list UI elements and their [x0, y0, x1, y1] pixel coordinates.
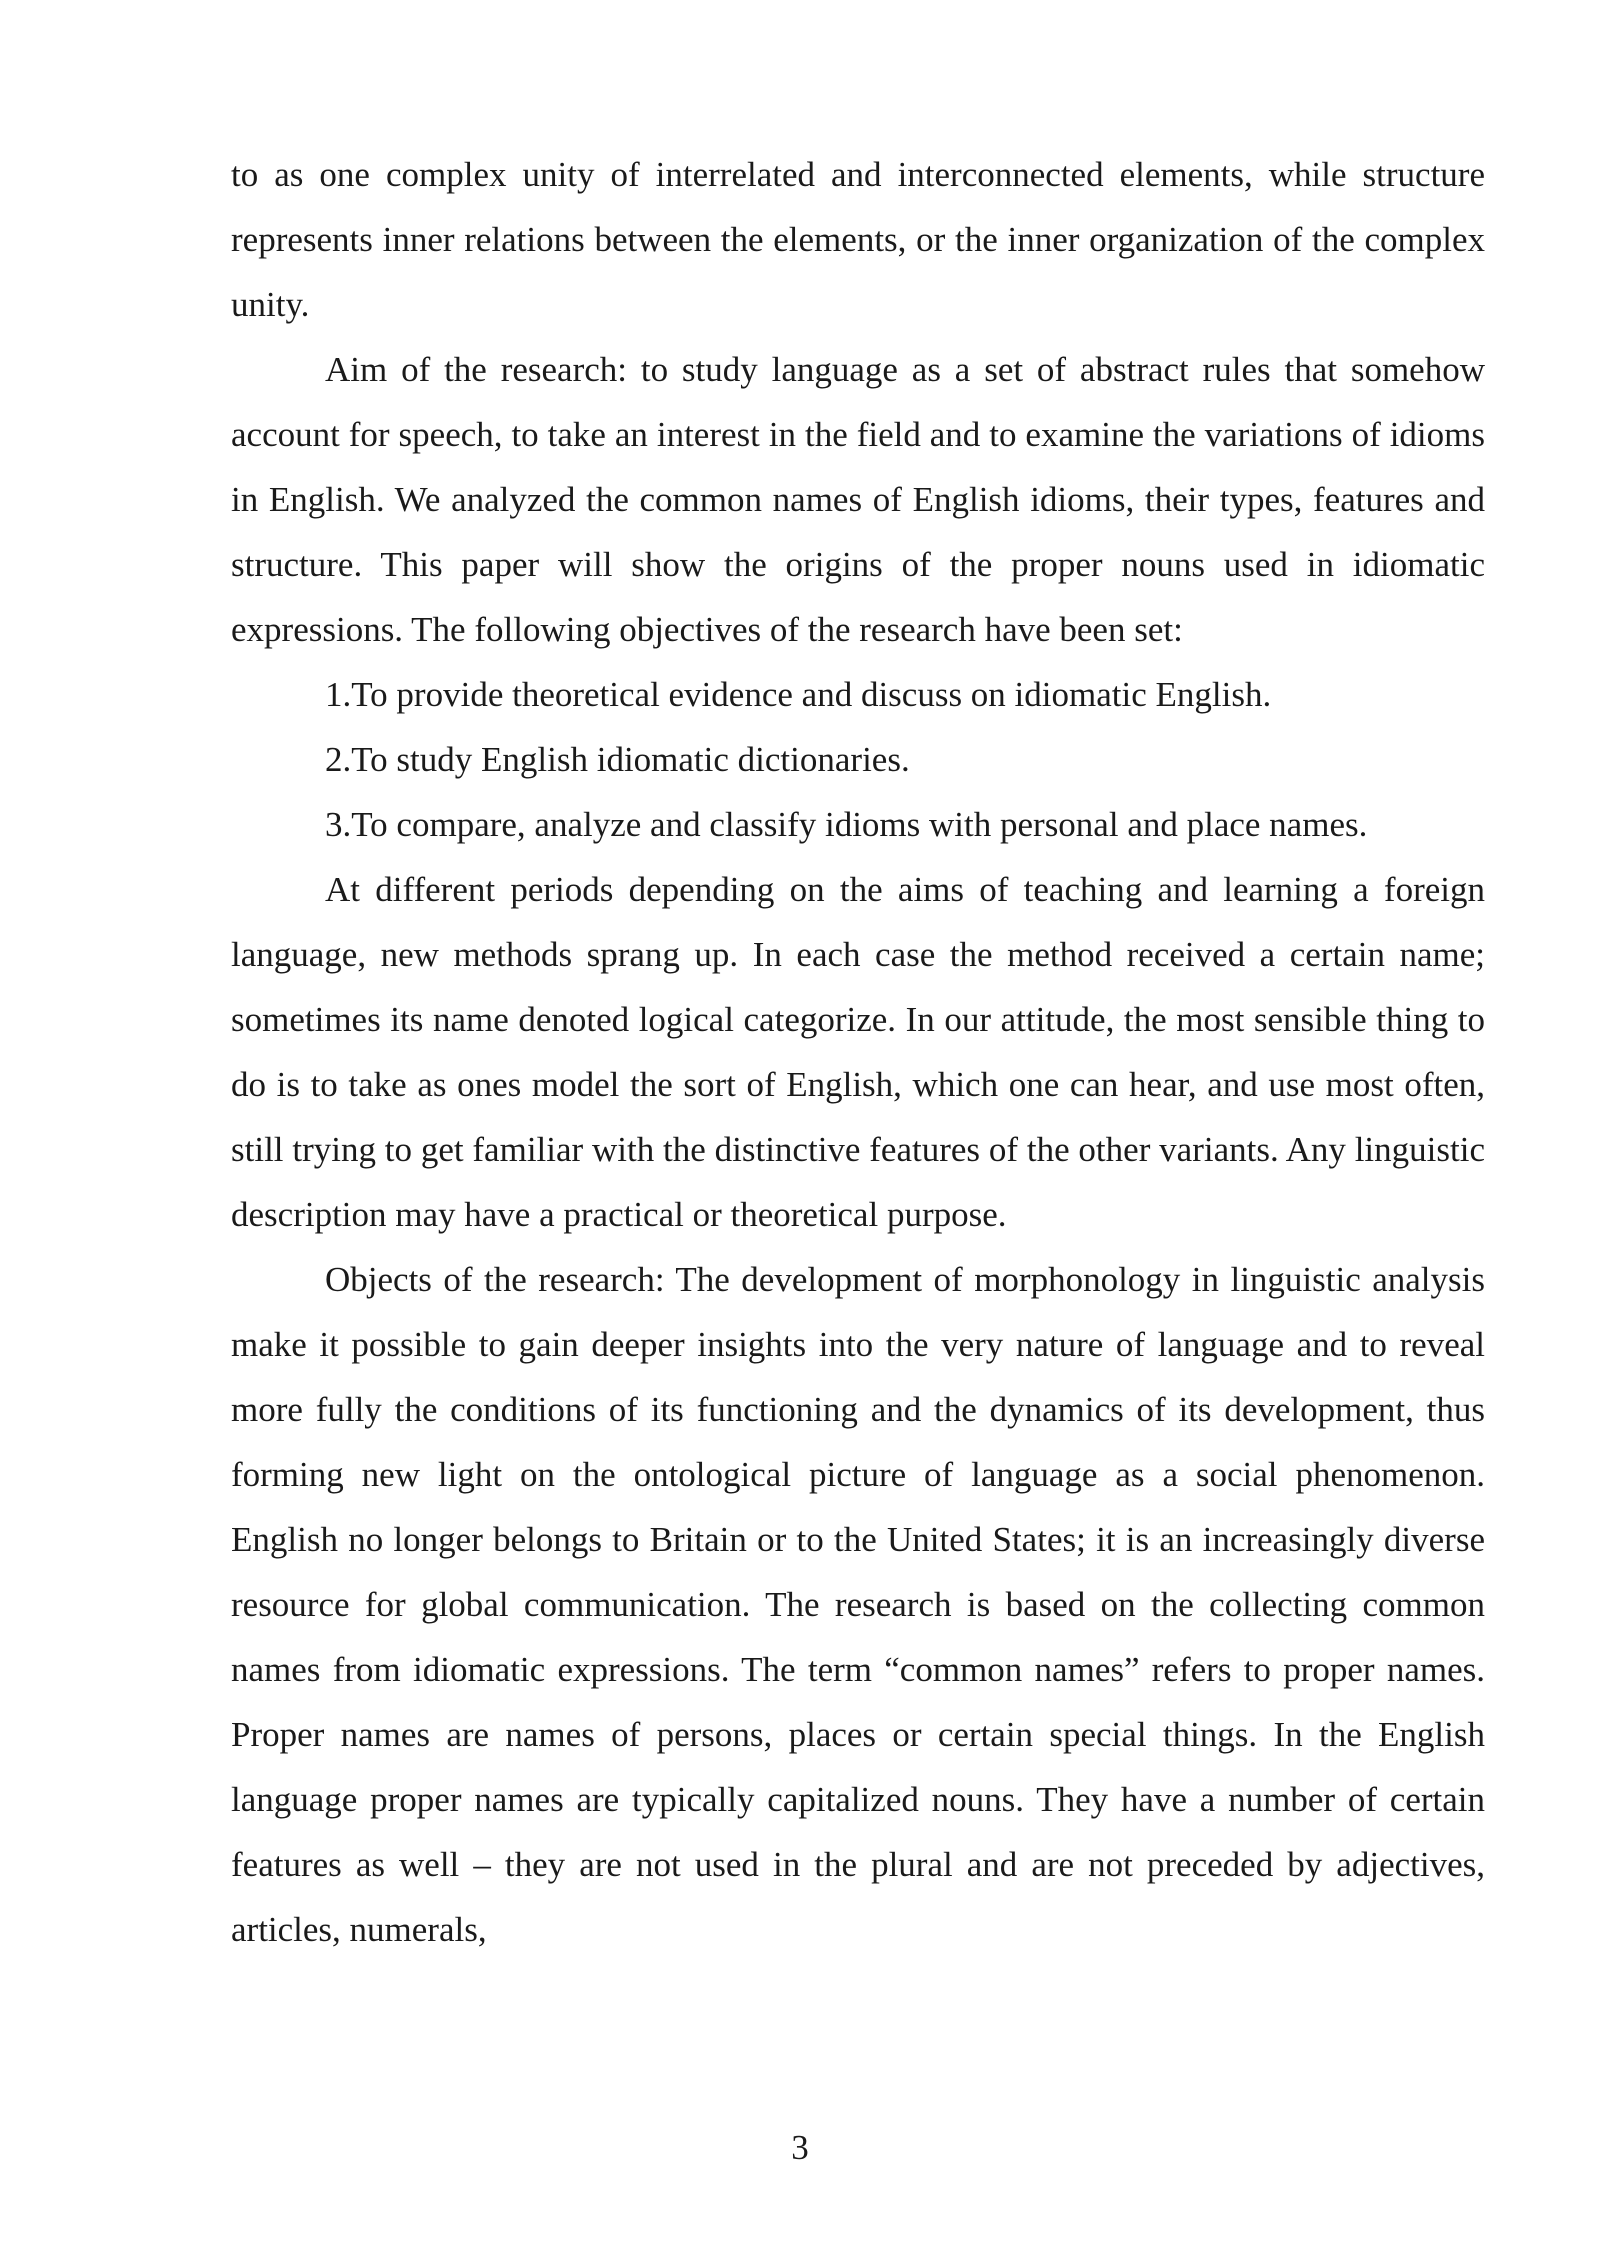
paragraph-objects-of-research: Objects of the research: The development of morphonology in linguistic analysis make it possible to gain deeper insights into the very nature of language and to reveal more fully the conditions of its functioning and the dynamics of its development, thus forming new light on the ontological picture of language as a social phenomenon. English no longer belongs to Britain or to the United States; it is an increasingly diverse resource for global communication. The research is based on the collecting common names from idiomatic expressions. The term “common names” refers to proper names. Proper names are names of persons, places or certain special things. In the English language proper names are typically capitalized nouns. They have a number of certain features as well – they are not used in the plural and are not preceded by adjectives, articles, numerals,	[231, 1260, 1485, 1949]
paragraph-continuation: to as one complex unity of interrelated and interconnected elements, while structure represents inner relations between the elements, or the inner organization of the complex unity.	[231, 155, 1485, 324]
objective-item-1: 1.To provide theoretical evidence and discuss on idiomatic English.	[325, 675, 1272, 714]
objective-item-3: 3.To compare, analyze and classify idioms with personal and place names.	[325, 805, 1368, 844]
paragraph-methods: At different periods depending on the aims of teaching and learning a foreign language, new methods sprang up. In each case the method received a certain name; sometimes its name denoted logical categorize. In our attitude, the most sensible thing to do is to take as ones model the sort of English, which one can hear, and use most often, still trying to get familiar with the distinctive features of the other variants. Any linguistic description may have a practical or theoretical purpose.	[231, 870, 1485, 1234]
paragraph-aim-of-research: Aim of the research: to study language as a set of abstract rules that somehow account for speech, to take an interest in the field and to examine the variations of idioms in English. We analyzed the common names of English idioms, their types, features and structure. This paper will show the origins of the proper nouns used in idiomatic expressions. The following objectives of the research have been set:	[231, 350, 1485, 649]
page-number: 3	[791, 2128, 809, 2167]
page-body	[231, 142, 1485, 1962]
objective-item-2: 2.To study English idiomatic dictionaries.	[325, 740, 910, 779]
